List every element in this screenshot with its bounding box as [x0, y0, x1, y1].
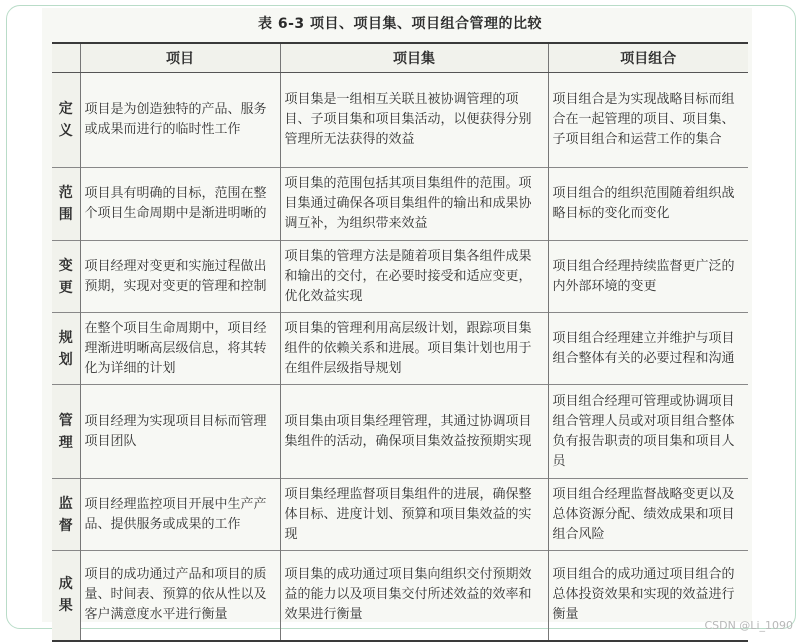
cell-program: 项目集的管理方法是随着项目集各组件成果和输出的交付，在必要时接受和适应变更，优化效益实现	[280, 241, 548, 313]
cell-project: 项目是为创造独特的产品、服务或成果而进行的临时性工作	[80, 73, 280, 168]
cell-portfolio: 项目组合的成功通过项目组合的总体投资效果和实现的效益进行衡量	[548, 551, 748, 641]
cell-program: 项目集是一组相互关联且被协调管理的项目、子项目集和项目集活动，以便获得分别管理所无法获得的效益	[280, 73, 548, 168]
cell-program: 项目集的管理利用高层级计划，跟踪项目集组件的依赖关系和进展。项目集计划也用于在组件层级指导规划	[280, 313, 548, 385]
cell-program: 项目集经理监督项目集组件的进展，确保整体目标、进度计划、预算和项目集效益的实现	[280, 479, 548, 551]
table-row	[52, 551, 748, 641]
header-program: 项目集	[280, 43, 548, 73]
row-label: 监督	[52, 479, 80, 551]
table-row	[52, 385, 748, 479]
table-row	[52, 479, 748, 551]
row-label: 规划	[52, 313, 80, 385]
cell-project: 项目经理监控项目开展中生产产品、提供服务或成果的工作	[80, 479, 280, 551]
cell-project: 项目经理为实现项目目标而管理项目团队	[80, 385, 280, 479]
cell-project: 项目具有明确的目标，范围在整个项目生命周期中是渐进明晰的	[80, 168, 280, 241]
row-label: 成果	[52, 551, 80, 641]
table-row	[52, 313, 748, 385]
cell-portfolio: 项目组合经理监督战略变更以及总体资源分配、绩效成果和项目组合风险	[548, 479, 748, 551]
table-row	[52, 73, 748, 168]
comparison-table	[52, 42, 748, 642]
cell-program: 项目集的范围包括其项目集组件的范围。项目集通过确保各项目集组件的输出和成果协调互补，为组织带来效益	[280, 168, 548, 241]
cell-program: 项目集的成功通过项目集向组织交付预期效益的能力以及项目集交付所述效益的效率和效果进行衡量	[280, 551, 548, 641]
cell-project: 在整个项目生命周期中，项目经理渐进明晰高层级信息，将其转化为详细的计划	[80, 313, 280, 385]
table-row	[52, 241, 748, 313]
table-row	[52, 168, 748, 241]
row-label: 范围	[52, 168, 80, 241]
table-caption: 表 6-3 项目、项目集、项目组合管理的比较	[257, 16, 543, 32]
header-portfolio: 项目组合	[548, 43, 748, 73]
row-label: 定义	[52, 73, 80, 168]
row-label: 管理	[52, 385, 80, 479]
cell-project: 项目经理对变更和实施过程做出预期，实现对变更的管理和控制	[80, 241, 280, 313]
header-row	[52, 43, 748, 73]
cell-portfolio: 项目组合经理建立并维护与项目组合整体有关的必要过程和沟通	[548, 313, 748, 385]
header-corner	[52, 43, 80, 73]
header-project: 项目	[80, 43, 280, 73]
cell-portfolio: 项目组合经理可管理或协调项目组合管理人员或对项目组合整体负有报告职责的项目集和项目人员	[548, 385, 748, 479]
cell-project: 项目的成功通过产品和项目的质量、时间表、预算的依从性以及客户满意度水平进行衡量	[80, 551, 280, 641]
cell-program: 项目集由项目集经理管理，其通过协调项目集组件的活动，确保项目集效益按预期实现	[280, 385, 548, 479]
cell-portfolio: 项目组合是为实现战略目标而组合在一起管理的项目、项目集、子项目组合和运营工作的集合	[548, 73, 748, 168]
watermark: CSDN @Li_1090	[704, 619, 793, 632]
cell-portfolio: 项目组合经理持续监督更广泛的内外部环境的变更	[548, 241, 748, 313]
row-label: 变更	[52, 241, 80, 313]
cell-portfolio: 项目组合的组织范围随着组织战略目标的变化而变化	[548, 168, 748, 241]
